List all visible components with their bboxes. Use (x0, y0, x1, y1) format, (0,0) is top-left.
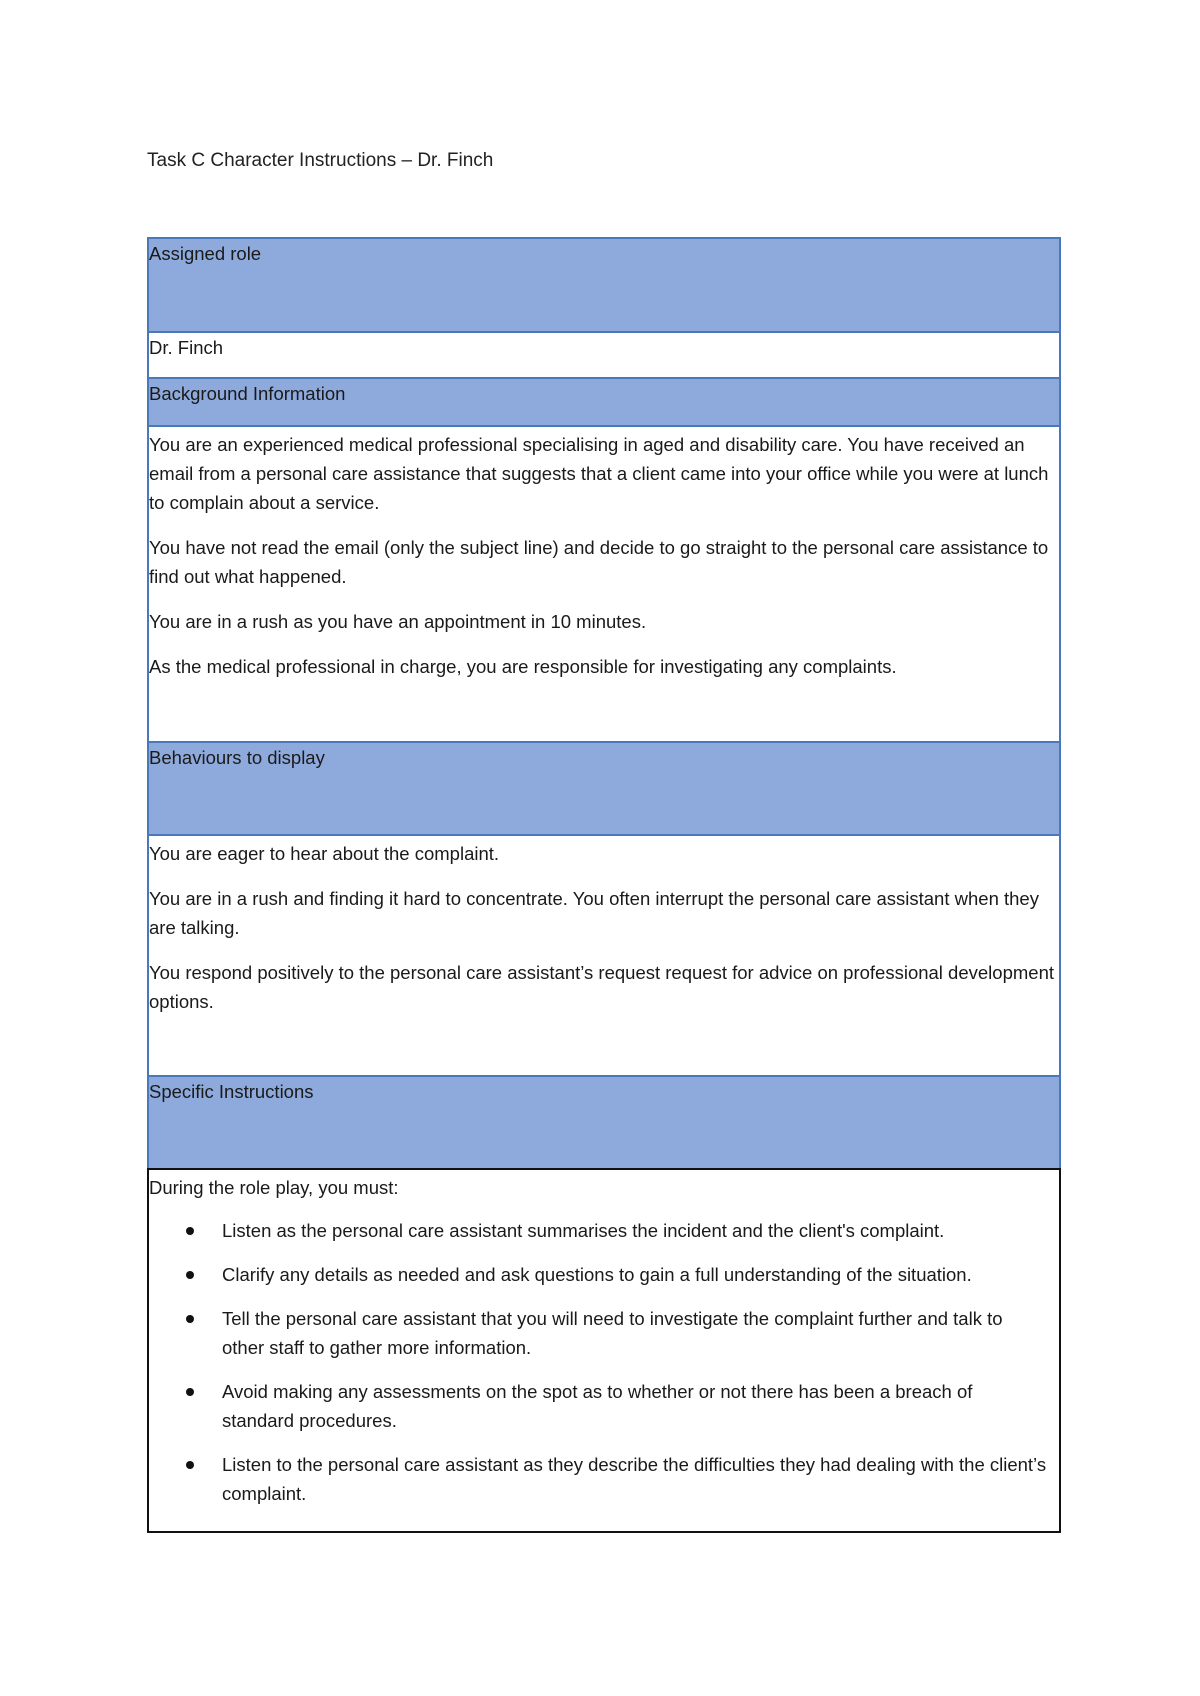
list-item (149, 1304, 1059, 1362)
specific-heading: Specific Instructions (149, 1081, 314, 1102)
specific-header (147, 1075, 1061, 1168)
background-paragraph: You are an experienced medical professional specialising in aged and disability care. You have received an email from a personal care assistance that suggests that a client came into your office while you were at lunch to complain about a service. (149, 434, 1049, 513)
behaviours-paragraph: You are in a rush and finding it hard to concentrate. You often interrupt the personal care assistant when they are talking. (149, 888, 1039, 938)
background-cell (147, 425, 1061, 741)
list-item-text: Avoid making any assessments on the spot as to whether or not there has been a breach of standard procedures. (222, 1381, 973, 1431)
bullet-icon (186, 1315, 194, 1323)
assigned-role-cell (147, 331, 1061, 377)
list-item-text: Clarify any details as needed and ask questions to gain a full understanding of the situation. (222, 1264, 972, 1285)
assigned-role-header (147, 237, 1061, 331)
specific-intro: During the role play, you must: (149, 1177, 399, 1198)
behaviours-heading: Behaviours to display (149, 747, 325, 768)
page-title: Task C Character Instructions – Dr. Finch (147, 150, 494, 171)
list-item-text: Tell the personal care assistant that you will need to investigate the complaint further and talk to other staff to gather more information. (222, 1308, 1003, 1358)
specific-bullet-list (149, 1216, 1059, 1508)
bullet-icon (186, 1461, 194, 1469)
bullet-icon (186, 1388, 194, 1396)
bullet-icon (186, 1227, 194, 1235)
background-header (147, 377, 1061, 425)
behaviours-header (147, 741, 1061, 834)
list-item (149, 1377, 1059, 1435)
list-item (149, 1450, 1059, 1508)
background-paragraph: As the medical professional in charge, you are responsible for investigating any complaints. (149, 656, 897, 677)
list-item (149, 1260, 1059, 1289)
instructions-table (147, 237, 1061, 1533)
background-paragraph: You are in a rush as you have an appointment in 10 minutes. (149, 611, 647, 632)
background-heading: Background Information (149, 383, 346, 404)
specific-cell (147, 1168, 1061, 1533)
bullet-icon (186, 1271, 194, 1279)
behaviours-cell (147, 834, 1061, 1075)
list-item (149, 1216, 1059, 1245)
list-item-text: Listen as the personal care assistant summarises the incident and the client's complaint. (222, 1220, 945, 1241)
list-item-text: Listen to the personal care assistant as they describe the difficulties they had dealing with the client’s complaint. (222, 1454, 1047, 1504)
assigned-role-heading: Assigned role (149, 243, 262, 264)
behaviours-paragraph: You are eager to hear about the complaint. (149, 843, 500, 864)
background-paragraph: You have not read the email (only the subject line) and decide to go straight to the personal care assistance to find out what happened. (149, 537, 1049, 587)
behaviours-paragraph: You respond positively to the personal care assistant’s request request for advice on professional development options. (149, 962, 1054, 1012)
assigned-role-value: Dr. Finch (149, 337, 224, 358)
